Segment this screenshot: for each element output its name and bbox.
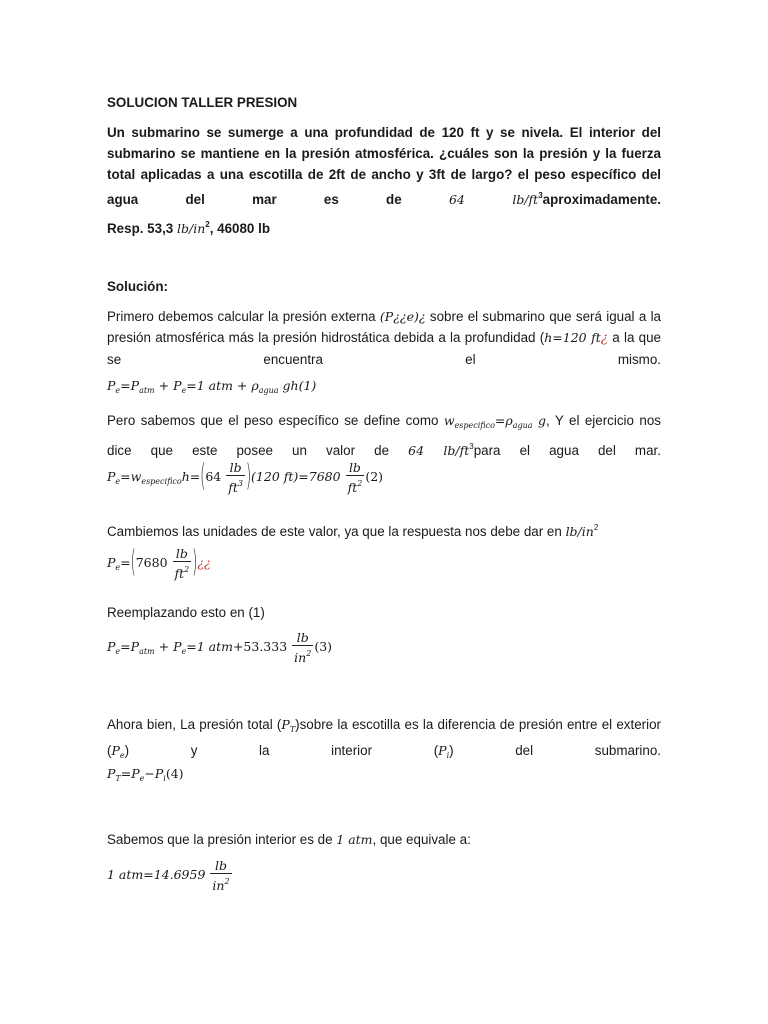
para6-math: 1 atm: [336, 832, 373, 847]
answer-prefix: Resp. 53,3: [107, 221, 174, 236]
para5-text-b: )sobre la escotilla es la diferencia de presión entre el exterior (: [107, 717, 661, 758]
eq1-one-atm: =1 atm: [186, 378, 233, 393]
eq2-fraction-2: [346, 460, 365, 495]
para1-math-pe: (P¿¿e)¿: [379, 309, 426, 324]
answer-line: [107, 214, 661, 239]
para2-w: w: [443, 413, 455, 428]
para5-text-c: ) y la interior (: [124, 743, 439, 758]
eq1-pe: P: [173, 378, 182, 393]
para5-pt: P: [281, 717, 290, 732]
para2-text-b: , Y el ejercicio nos dice que este posee un valor de: [107, 413, 661, 458]
paragraph-6: [107, 829, 661, 850]
eq2-lhs-sub: e: [115, 477, 121, 486]
eq6-frac-exp: 2: [224, 877, 230, 886]
eq3-frac-num: lb: [173, 546, 192, 562]
eq3-lhs-sub: e: [115, 563, 121, 572]
eq1-lhs: P: [107, 378, 116, 393]
para3-text: Cambiemos las unidades de este valor, ya que la respuesta nos debe dar en: [107, 524, 562, 539]
equation-1: $P_e=P_{atm} + P_e=1$ atm + $\rho_{agua}$ gh(1): [107, 378, 317, 395]
eq2-frac1-den: ft: [228, 480, 238, 495]
eq3-frac-exp: 2: [184, 565, 190, 574]
equation-3: $P_e=(7680$ $\frac{lb}{ft^2}$ )¿¿: [107, 546, 211, 581]
para6-text-b: , que equivale a:: [372, 832, 471, 847]
eq4-pe: P: [173, 639, 182, 654]
eq1-tail: gh(1): [282, 378, 317, 393]
eq2-h: h=: [181, 469, 201, 484]
eq6-frac-den: in: [212, 878, 225, 893]
eq4-tail: (3): [314, 639, 333, 654]
eq4-frac-den: in: [294, 650, 307, 665]
eq3-fraction: [173, 546, 192, 581]
para5-pe-sub: e: [119, 751, 125, 760]
eq5-lhs-sub: T: [115, 774, 121, 783]
answer-unit: lb/in: [176, 221, 206, 236]
eq4-lhs-sub: e: [115, 647, 121, 656]
eq5-minus: −P: [144, 766, 164, 781]
eq4-mid: =1 atm: [186, 639, 233, 654]
eq2-lhs: P: [107, 469, 116, 484]
para1-text-c: a la que se encuentra el mismo.: [107, 330, 662, 367]
eq6-lhs: 1 atm=14.6959: [107, 867, 206, 882]
eq5-lhs: P: [107, 766, 116, 781]
para2-g: g: [537, 413, 546, 428]
eq4-patm: P: [130, 639, 140, 654]
eq2-mid: (120 ft)=7680: [251, 469, 341, 484]
answer-unit-exp: 2: [205, 220, 210, 229]
para2-text-c: para el agua del mar.: [473, 443, 661, 458]
eq2-w-sub: especifico: [141, 477, 182, 486]
eq5-mid-sub: e: [139, 774, 145, 783]
para5-pi-sub: i: [446, 751, 450, 760]
eq1-patm-sub: atm: [139, 386, 155, 395]
equation-2: $P_e=w_{especifico}h=(64$ $\frac{lb}{ft^3}$ )(120 ft)=7680 $\frac{lb}{ft^2}$ (2): [107, 460, 384, 495]
problem-tail: aproximadamente.: [542, 192, 661, 207]
paragraph-4: Reemplazando esto en (1): [107, 605, 265, 620]
problem-text: Un submarino se sumerge a una profundidad de 120 ft y se nivela. El interior del submarino se mantiene en la presión atmosférica. ¿cuáles son la presión y la fuerza total aplicadas a una escotilla de 2ft de ancho y 3ft de largo? el peso específico del agua del mar es de: [107, 125, 661, 207]
para1-math-h: h=120 ft: [544, 330, 601, 345]
eq1-lhs-sub: e: [115, 386, 121, 395]
eq5-tail: (4): [165, 766, 184, 781]
para2-exp: 3: [469, 442, 474, 451]
eq3-red: ¿¿: [197, 555, 211, 570]
eq4-plus: +53.333: [232, 639, 288, 654]
eq4-patm-sub: atm: [139, 647, 155, 656]
eq5-minus-sub: i: [163, 774, 166, 783]
problem-unit-exp: 3: [538, 191, 543, 200]
solution-heading: Solución:: [107, 279, 168, 294]
eq1-pe-sub: e: [181, 386, 187, 395]
eq2-frac2-exp: 2: [357, 479, 363, 488]
para2-val: 64 lb/ft: [408, 443, 470, 458]
para1-text-a: Primero debemos calcular la presión externa: [107, 309, 376, 324]
equation-4: $P_e=P_{atm} + P_e=1$ atm+53.333 $\frac{lb}{in^2}$ (3): [107, 630, 333, 665]
eq2-num64: 64: [205, 469, 222, 484]
eq2-frac1-exp: 3: [237, 479, 243, 488]
equation-5: [107, 766, 184, 783]
eq4-fraction: [292, 630, 313, 665]
document-title: SOLUCION TALLER PRESION: [107, 95, 298, 110]
eq4-lhs: P: [107, 639, 116, 654]
eq5-mid: =P: [120, 766, 140, 781]
equation-6: [107, 858, 233, 893]
para5-pe: P: [111, 743, 120, 758]
eq3-num: 7680: [135, 555, 168, 570]
eq3-lhs: P: [107, 555, 116, 570]
para1-text-b: sobre el submarino que será igual a la presión atmosférica más la presión hidrostática debida a la profundidad (: [107, 309, 661, 345]
eq4-frac-exp: 2: [306, 649, 312, 658]
para2-w-sub: especifico: [454, 421, 495, 430]
eq1-rho-sub: agua: [258, 386, 279, 395]
para2-text-a: Pero sabemos que el peso específico se define como: [107, 413, 439, 428]
para1-math-red: ¿: [600, 331, 608, 346]
eq2-fraction-1: [226, 460, 245, 495]
problem-unit: 64 lb/ft: [448, 192, 539, 207]
eq1-patm: P: [130, 378, 140, 393]
para5-text-d: ) del submarino.: [449, 743, 661, 758]
eq3-frac-den: ft: [174, 566, 185, 581]
eq2-w: =w: [120, 469, 142, 484]
eq3-eqsign: =: [120, 555, 131, 570]
paragraph-3: [107, 517, 661, 542]
eq4-frac-num: lb: [292, 630, 313, 646]
eq2-frac2-den: ft: [347, 480, 358, 495]
para3-unit: lb/in: [565, 524, 594, 539]
para2-eq: =ρ: [494, 413, 513, 428]
paragraph-5: [107, 714, 661, 787]
para3-exp: 2: [593, 523, 599, 532]
para5-text-a: Ahora bien, La presión total (: [107, 717, 282, 732]
eq2-tail: (2): [365, 469, 384, 484]
para5-pi: P: [438, 743, 447, 758]
eq6-fraction: [210, 858, 231, 893]
eq2-frac2-num: lb: [346, 460, 365, 476]
para5-pt-sub: T: [289, 725, 296, 734]
para6-text-a: Sabemos que la presión interior es de: [107, 832, 333, 847]
eq2-frac1-num: lb: [226, 460, 245, 476]
para2-eq-sub: agua: [512, 421, 533, 430]
eq4-pe-sub: e: [181, 647, 187, 656]
eq1-rho: ρ: [251, 378, 259, 393]
eq6-frac-num: lb: [210, 858, 231, 874]
answer-suffix: , 46080 lb: [209, 221, 271, 236]
